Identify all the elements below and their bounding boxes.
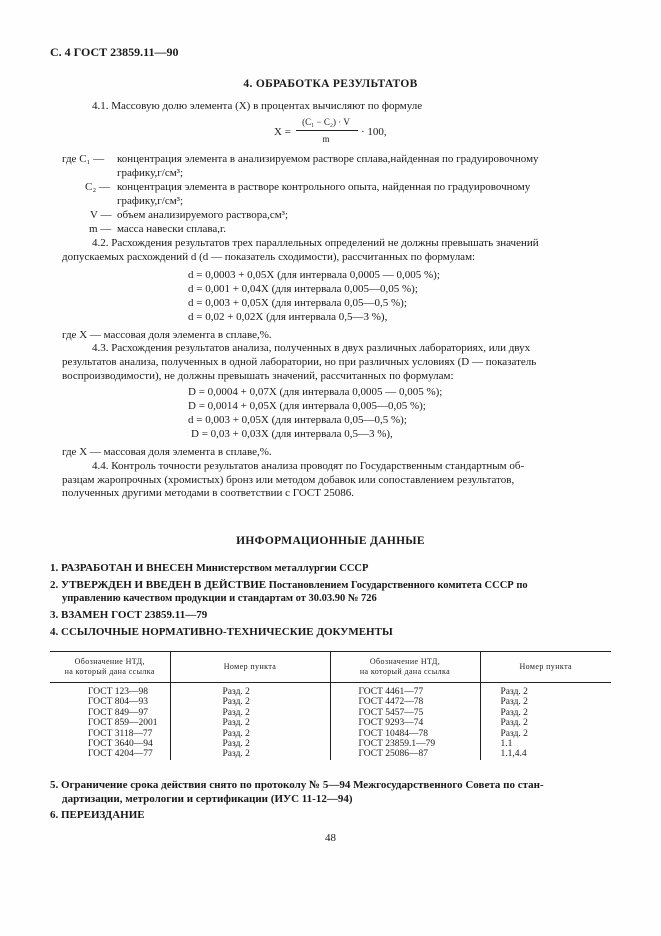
formula-D-1: D = 0,0004 + 0,07X (для интервала 0,0005 — 0,005 %); xyxy=(188,386,443,398)
table-row: ГОСТ 3640—94 Разд. 2 ГОСТ 23859.1—79 1.1 xyxy=(50,739,611,749)
info-item-5-text: Ограничение срока действия снято по протоколу № 5—94 Межгосударственного Совета по стан- xyxy=(61,779,544,791)
formula-D-4: D = 0,03 + 0,03X (для интервала 0,5—3 %), xyxy=(191,428,393,440)
where-v-symbol: V — xyxy=(90,209,112,221)
info-item-5-line2: дартизации, метрологии и сертификации (ИУС 11-12—94) xyxy=(62,793,353,805)
page-number: 48 xyxy=(325,832,336,844)
info-item-4-num: 4. xyxy=(50,626,59,638)
where-m-text: масса навески сплава,г. xyxy=(117,223,227,235)
formula-d-2: d = 0,001 + 0,04X (для интервала 0,005—0,05 %); xyxy=(188,283,418,295)
info-item-1-rest: Министерством металлургии СССР xyxy=(193,563,369,574)
table-row: ГОСТ 123—98 Разд. 2 ГОСТ 4461—77 Разд. 2 xyxy=(50,683,611,698)
formula-numerator: (C₁ − C₂) · V xyxy=(302,117,350,127)
formula-D-2: D = 0,0014 + 0,05X (для интервала 0,005—0,05 %); xyxy=(188,400,426,412)
page-header: С. 4 ГОСТ 23859.11—90 xyxy=(50,45,179,59)
info-item-2-line1 xyxy=(50,578,528,593)
info-item-4-text: ССЫЛОЧНЫЕ НОРМАТИВНО-ТЕХНИЧЕСКИЕ ДОКУМЕНТЫ xyxy=(61,626,393,638)
where-c1-line2: графику,г/см³; xyxy=(117,167,184,179)
info-item-6-num: 6. xyxy=(50,809,59,821)
info-item-6-text: ПЕРЕИЗДАНИЕ xyxy=(61,809,145,821)
where-c1-line1: концентрация элемента в анализируемом растворе сплава,найденная по градуировочному xyxy=(117,153,539,165)
table-header-clause-2: Номер пункта xyxy=(480,652,611,683)
info-item-1 xyxy=(50,561,368,576)
info-item-2-num: 2. xyxy=(50,579,59,591)
where-x-2: где X — массовая доля элемента в сплаве,%. xyxy=(62,446,272,458)
paragraph-4-3-line3: воспроизводимости), не должны превышать значений, рассчитанных по формулам: xyxy=(62,370,454,382)
formula-tail: · 100, xyxy=(361,126,387,138)
table-row: ГОСТ 4204—77 Разд. 2 ГОСТ 25086—87 1.1,4.4 xyxy=(50,749,611,759)
table-header-designation-2: Обозначение НТД, на который дана ссылка xyxy=(330,652,480,683)
info-item-1-bold: РАЗРАБОТАН И ВНЕСЕН xyxy=(61,562,194,574)
where-c1-symbol: где C₁ — xyxy=(62,153,105,165)
fraction-bar xyxy=(296,130,358,131)
paragraph-4-3-line2: результатов анализа, полученных в одной лаборатории, но при различных условиях (D — показатель xyxy=(62,356,537,368)
references-table xyxy=(50,651,611,760)
table-row: ГОСТ 859—2001 Разд. 2 ГОСТ 9293—74 Разд. 2 xyxy=(50,718,611,728)
info-item-3 xyxy=(50,608,207,622)
paragraph-4-3-line1: 4.3. Расхождения результатов анализа, полученных в двух различных лабораториях, или двух xyxy=(92,342,531,354)
formula-d-3: d = 0,003 + 0,05X (для интервала 0,05—0,5 %); xyxy=(188,297,407,309)
paragraph-4-2-line1: 4.2. Расхождения результатов трех параллельных определений не должны превышать значений xyxy=(92,237,539,249)
paragraph-4-4-line1: 4.4. Контроль точности результатов анализа проводят по Государственным стандартным об- xyxy=(92,460,525,472)
table-header-row xyxy=(50,652,611,683)
table-row: ГОСТ 3118—77 Разд. 2 ГОСТ 10484—78 Разд. 2 xyxy=(50,729,611,739)
paragraph-4-4-line3: полученных другими методами в соответствии с ГОСТ 25086. xyxy=(62,487,354,499)
info-title: ИНФОРМАЦИОННЫЕ ДАННЫЕ xyxy=(236,535,425,547)
where-c2-symbol: C₂ — xyxy=(85,181,110,193)
info-item-6 xyxy=(50,808,145,822)
info-item-4 xyxy=(50,625,393,639)
info-item-2-rest: Постановлением Государственного комитета СССР по xyxy=(266,580,528,591)
table-header-clause-1: Номер пункта xyxy=(170,652,330,683)
info-item-1-num: 1. xyxy=(50,562,59,574)
where-x-1: где X — массовая доля элемента в сплаве,%. xyxy=(62,329,272,341)
paragraph-4-4-line2: разцам жаропрочных (хромистых) бронз или методом добавок или сопоставлением результатов, xyxy=(62,474,515,486)
where-m-symbol: m — xyxy=(89,223,112,235)
info-item-3-text: ВЗАМЕН ГОСТ 23859.11—79 xyxy=(61,609,208,621)
info-item-5-line1 xyxy=(50,778,544,792)
formula-D-3: d = 0,003 + 0,05X (для интервала 0,05—0,5 %); xyxy=(188,414,407,426)
formula-d-4: d = 0,02 + 0,02X (для интервала 0,5—3 %), xyxy=(188,311,388,323)
table-row: ГОСТ 804—93 Разд. 2 ГОСТ 4472—78 Разд. 2 xyxy=(50,697,611,707)
table-row: ГОСТ 849—97 Разд. 2 ГОСТ 5457—75 Разд. 2 xyxy=(50,708,611,718)
info-item-2-bold: УТВЕРЖДЕН И ВВЕДЕН В ДЕЙСТВИЕ xyxy=(61,579,267,591)
formula-denominator: m xyxy=(322,134,330,144)
info-item-5-num: 5. xyxy=(50,779,59,791)
table-header-designation-1: Обозначение НТД, на который дана ссылка xyxy=(50,652,170,683)
info-item-3-num: 3. xyxy=(50,609,59,621)
formula-d-1: d = 0,0003 + 0,05X (для интервала 0,0005 — 0,005 %); xyxy=(188,269,440,281)
where-c2-line2: графику,г/см³; xyxy=(117,195,184,207)
where-c2-line1: концентрация элемента в растворе контрольного опыта, найденная по градуировочному xyxy=(117,181,531,193)
info-item-2-line2: управлению качеством продукции и стандартам от 30.03.90 № 726 xyxy=(62,593,377,604)
paragraph-4-1: 4.1. Массовую долю элемента (X) в процентах вычисляют по формуле xyxy=(92,100,423,112)
where-v-text: объем анализируемого раствора,см³; xyxy=(117,209,289,221)
section-title: 4. ОБРАБОТКА РЕЗУЛЬТАТОВ xyxy=(243,78,418,90)
paragraph-4-2-line2: допускаемых расхождений d (d — показатель сходимости), рассчитанных по формулам: xyxy=(62,251,476,263)
formula-lhs: X = xyxy=(274,126,291,138)
